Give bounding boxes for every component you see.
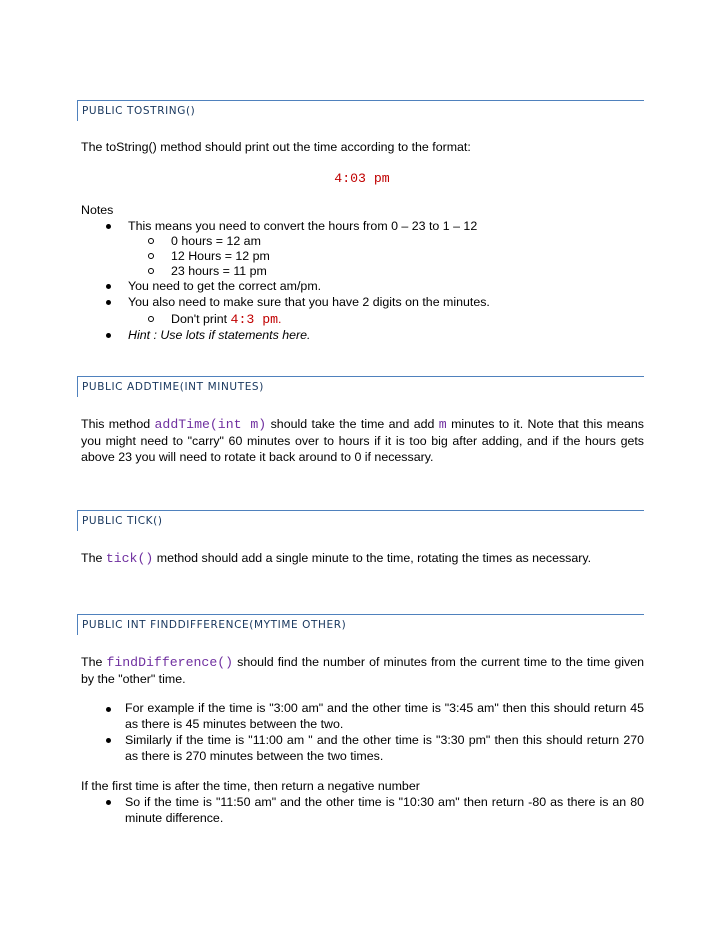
text: should take the time and add bbox=[270, 417, 435, 431]
section-heading-finddifference bbox=[77, 614, 644, 635]
sub-bullet-icon bbox=[148, 268, 154, 274]
notes-bullet: You need to get the correct am/pm. bbox=[128, 279, 322, 293]
heading-text: PUBLIC INT FINDDIFFERENCE(MYTIME OTHER) bbox=[82, 619, 347, 631]
example-bullet: Similarly if the time is "11:00 am " and the other time is "3:30 pm" then this should return 270 as there is 270 minutes between the two times. bbox=[125, 733, 644, 763]
heading-text: PUBLIC ADDTIME(INT MINUTES) bbox=[82, 381, 264, 393]
sub-bullet-icon bbox=[148, 253, 154, 259]
hint-bullet: Hint : Use lots if statements here. bbox=[128, 328, 311, 342]
text: This method bbox=[81, 417, 151, 431]
notes-sub-bullet: 12 Hours = 12 pm bbox=[171, 249, 270, 263]
notes-sub-bullet bbox=[171, 311, 281, 328]
notes-label: Notes bbox=[81, 203, 114, 217]
heading-text: PUBLIC TICK() bbox=[82, 515, 163, 527]
period: . bbox=[278, 312, 282, 326]
code-snippet: addTime(int m) bbox=[154, 417, 267, 432]
bullet-icon bbox=[106, 738, 111, 743]
section-heading-tostring bbox=[77, 100, 644, 121]
bullet-icon bbox=[106, 707, 111, 712]
code-snippet: m bbox=[438, 417, 447, 432]
notes-bullet: You also need to make sure that you have 2 digits on the minutes. bbox=[128, 295, 490, 309]
text: method should add a single minute to the time, rotating the times as necessary. bbox=[156, 551, 592, 565]
tick-paragraph bbox=[81, 550, 644, 567]
code-snippet: 4:3 pm bbox=[230, 312, 279, 327]
section-heading-tick bbox=[77, 510, 644, 531]
code-snippet: tick() bbox=[105, 551, 154, 566]
example-bullet: So if the time is "11:50 am" and the other time is "10:30 am" then return -80 as there is an 80 minute difference. bbox=[125, 795, 644, 825]
bullet-icon bbox=[106, 300, 111, 305]
sub-bullet-text: Don't print bbox=[171, 312, 228, 326]
code-snippet: findDifference() bbox=[106, 655, 234, 670]
bullet-icon bbox=[106, 224, 111, 229]
negative-note: If the first time is after the time, then return a negative number bbox=[81, 779, 420, 793]
sub-bullet-icon bbox=[148, 316, 154, 322]
text: minutes to it. Note that this means you might need to "carry" 60 minutes over to hours if it is too big after adding, and if the hours gets above 23 you will need to rotate it back around to 0 if necessary. bbox=[81, 417, 644, 464]
format-example: 4:03 pm bbox=[334, 171, 390, 186]
notes-bullet: This means you need to convert the hours from 0 – 23 to 1 – 12 bbox=[128, 219, 478, 233]
example-bullet: For example if the time is "3:00 am" and the other time is "3:45 am" then this should return 45 as there is 45 minutes between the two. bbox=[125, 701, 644, 731]
bullet-icon bbox=[106, 333, 111, 338]
text: The bbox=[81, 551, 103, 565]
text: The bbox=[81, 655, 103, 669]
section-heading-addtime bbox=[77, 376, 644, 397]
addtime-paragraph bbox=[81, 416, 644, 465]
text: should find the number of minutes from the current time to the time given by the "other" time. bbox=[81, 655, 645, 686]
bullet-icon bbox=[106, 284, 111, 289]
sub-bullet-icon bbox=[148, 238, 154, 244]
heading-text: PUBLIC TOSTRING() bbox=[82, 105, 196, 117]
tostring-intro: The toString() method should print out the time according to the format: bbox=[81, 140, 471, 154]
notes-sub-bullet: 23 hours = 11 pm bbox=[171, 264, 267, 278]
finddifference-paragraph bbox=[81, 654, 644, 687]
bullet-icon bbox=[106, 800, 111, 805]
notes-sub-bullet: 0 hours = 12 am bbox=[171, 234, 261, 248]
